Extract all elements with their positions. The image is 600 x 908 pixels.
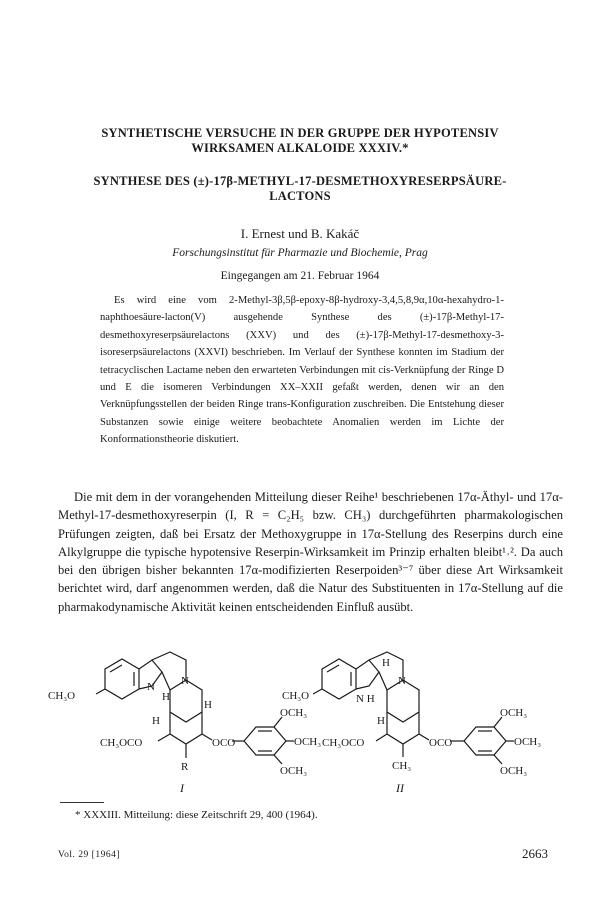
subtitle-line-2: LACTONS: [269, 189, 331, 203]
s2-ring-n-label: N: [398, 675, 406, 687]
subtitle-line-1: SYNTHESE DES (±)-17β-METHYL-17-DESMETHOXYRESERPSÄURE-: [93, 174, 507, 188]
s1-r-label: R: [181, 761, 189, 773]
s1-acetate-label: CH₃OCO: [100, 737, 143, 749]
s2-indole-nh-label: N H: [356, 693, 375, 705]
institution: Forschungsinstitut für Pharmazie und Biochemie, Prag: [172, 247, 428, 259]
body-paragraph: Die mit dem in der vorangehenden Mitteilung dieser Reihe¹ beschriebenen 17α-Äthyl- und 17α-Methyl-17-desmethoxyreserpin (I, R = C₂H₅ bzw. CH₃) durchgeführten pharmakologischen Prüfungen zeigten, daß bei Ersatz der Methoxygruppe in 17α-Stellung des Reserpins durch eine Alkylgruppe die typische hypotensive Reserpin-Wirksamkeit im Prinzip erhalten bleibt¹˒². Da auch bei den übrigen bisher bekannten 17α-modifizierten Reserpoiden³⁻⁷ über diese Art Wirksamkeit berichtet wird, darf angenommen werden, daß die Natur des Substituenten in 17α-Stellung auf die pharmakodynamische Aktivität keinen entscheidenden Einfluß ausübt.: [58, 490, 563, 614]
structure-1-label: I: [180, 781, 184, 795]
abstract: Es wird eine vom 2-Methyl-3β,5β-epoxy-8β-hydroxy-3,4,5,8,9α,10α-hexahydro-1-naphthoesäure-lacton(V) ausgehende Synthese des (±)-17β-Methyl-17-desmethoxyreserpsäurelactons (XXV) und des (±)-17β-Methyl-17-desmethoxy-3-isoreserpsäurelactons (XXVI) beschrieben. Im Verlauf der Synthese konnten im Stadium der tetracyclischen Lactame neben den erwarteten Verbindungen mit cis-Verknüpfung der Ringe D und E die isomeren Verbindungen XX–XXII gefaßt werden, denen wir an den Verknüpfungsstellen der beiden Ringe trans-Konfiguration zuschreiben. Die Entstehung dieser Substanzen sowie einige weitere beobachtete Anomalien werden im Lichte der Konformationstheorie diskutiert.: [100, 295, 504, 446]
page-number: 2663: [522, 846, 548, 861]
s1-ring-n-label: N: [181, 675, 189, 687]
received-date: Eingegangen am 21. Februar 1964: [220, 270, 380, 282]
structure-2-label: II: [396, 781, 404, 795]
s2-acetate-label: CH₃OCO: [322, 737, 365, 749]
s2-ester-label: OCO: [429, 737, 453, 749]
s1-h-label-b: H: [204, 699, 212, 711]
s2-och3-mid: OCH₃: [514, 736, 542, 748]
volume-info: Vol. 29 [1964]: [58, 850, 120, 860]
s1-och3-top: OCH₃: [280, 707, 308, 719]
title-line-2: WIRKSAMEN ALKALOIDE XXXIV.*: [191, 141, 409, 155]
s1-och3-mid: OCH₃: [294, 736, 322, 748]
title-line-1: SYNTHETISCHE VERSUCHE IN DER GRUPPE DER HYPOTENSIV: [101, 126, 499, 140]
s2-och3-top: OCH₃: [500, 707, 528, 719]
s2-h-label-c: H: [377, 715, 385, 727]
s1-ester-label: OCO: [212, 737, 236, 749]
footnote: * XXXIII. Mitteilung: diese Zeitschrift 29, 400 (1964).: [75, 809, 318, 821]
s1-h-label-a: H: [162, 691, 170, 703]
authors: I. Ernest und B. Kakáč: [240, 226, 360, 241]
s1-methoxy-label: CH₃O: [48, 690, 76, 702]
s1-indole-n-label: N: [147, 681, 155, 693]
s2-methyl-label: CH₃: [392, 760, 412, 772]
s2-och3-bot: OCH₃: [500, 765, 528, 777]
footnote-rule: [60, 802, 104, 803]
s2-methoxy-label: CH₃O: [282, 690, 310, 702]
s2-h-label-a: H: [382, 657, 390, 669]
s1-och3-bot: OCH₃: [280, 765, 308, 777]
s1-h-label-c: H: [152, 715, 160, 727]
